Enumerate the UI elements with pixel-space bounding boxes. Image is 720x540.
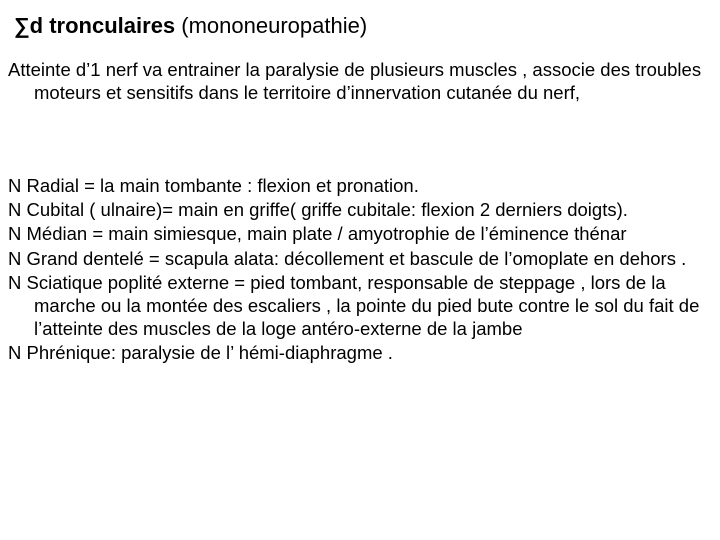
nerve-item-sciatique: N Sciatique poplité externe = pied tombant, responsable de steppage , lors de la marche ou la montée des escaliers , la pointe du pied bute contre le sol du fait de l’atteinte des muscles de la loge antéro-externe de la jambe: [8, 271, 700, 340]
nerve-item-cubital: N Cubital ( ulnaire)= main en griffe( griffe cubitale: flexion 2 derniers doigts).: [8, 199, 628, 221]
slide-title: [14, 12, 367, 40]
nerve-item-phrenique: N Phrénique: paralysie de l’ hémi-diaphragme .: [8, 342, 393, 364]
title-bold: ∑d tronculaires: [14, 13, 176, 38]
nerve-item-radial: N Radial = la main tombante : flexion et pronation.: [8, 175, 419, 196]
nerve-item-median: N Médian = main simiesque, main plate / amyotrophie de l’éminence thénar: [8, 223, 627, 245]
intro-paragraph: [8, 58, 712, 104]
nerve-list: [8, 174, 712, 366]
nerve-item-grand-dentele: N Grand dentelé = scapula alata: décollement et bascule de l’omoplate en dehors .: [8, 247, 687, 269]
intro-text: Atteinte d’1 nerf va entrainer la paralysie de plusieurs muscles , associe des troubles moteurs et sensitifs dans le territoire d’innervation cutanée du nerf,: [8, 59, 702, 103]
title-rest: (mononeuropathie): [175, 13, 368, 38]
